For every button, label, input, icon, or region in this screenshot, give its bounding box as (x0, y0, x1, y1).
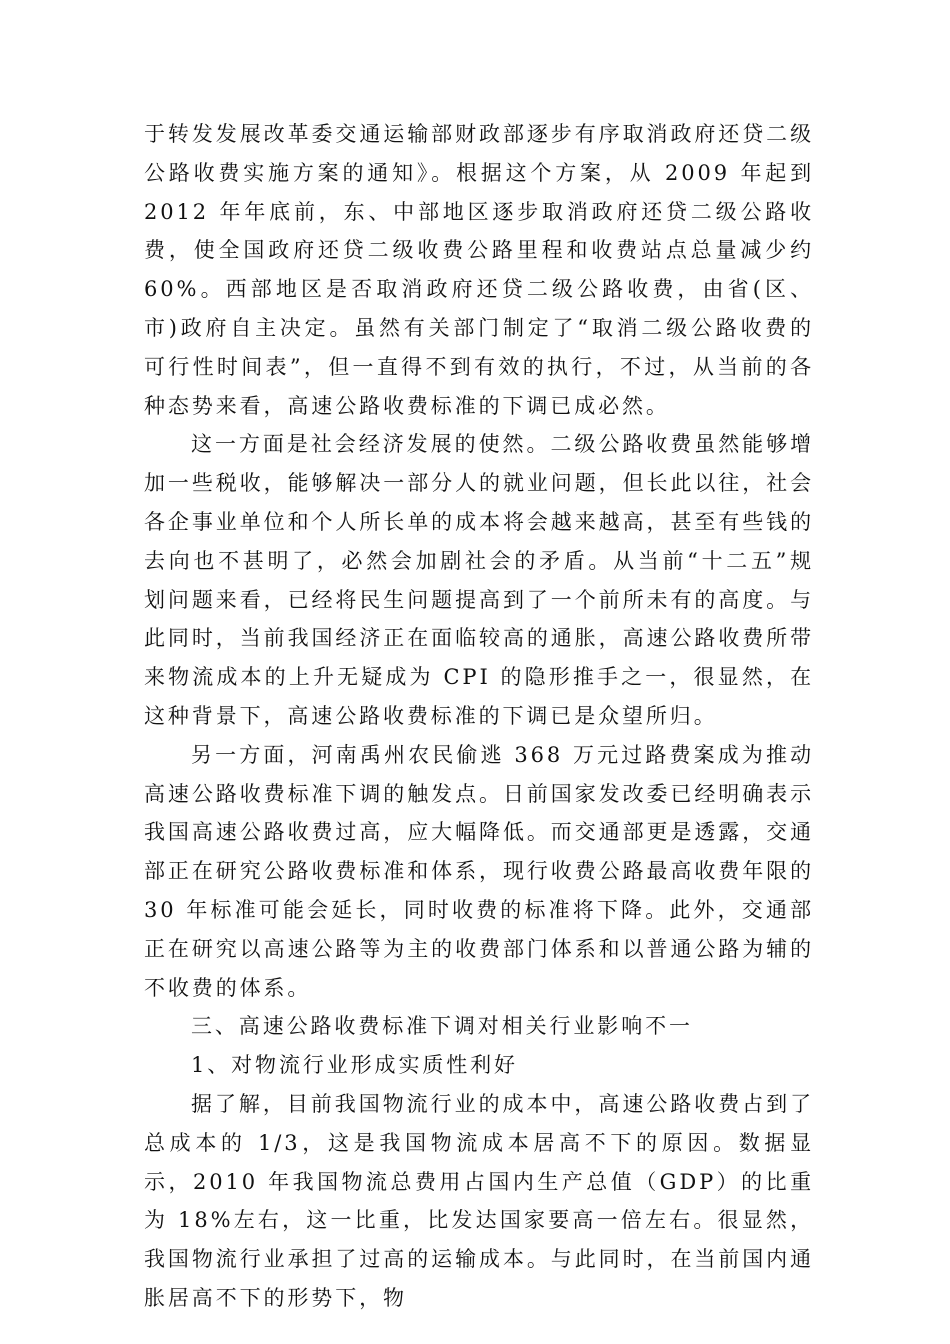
paragraph-2: 这一方面是社会经济发展的使然。二级公路收费虽然能够增加一些税收，能够解决一部分人的就业问题，但长此以往，社会各企事业单位和个人所长单的成本将会越来越高，甚至有些钱的去向也不甚明了，必然会加剧社会的矛盾。从当前“十二五”规划问题来看，已经将民生问题提高到了一个前所未有的高度。与此同时，当前我国经济正在面临较高的通胀，高速公路收费所带来物流成本的上升无疑成为 CPI 的隐形推手之一，很显然，在这种背景下，高速公路收费标准的下调已是众望所归。 (144, 432, 814, 728)
paragraph-3: 另一方面，河南禹州农民偷逃 368 万元过路费案成为推动高速公路收费标准下调的触发点。日前国家发改委已经明确表示我国高速公路收费过高，应大幅降低。而交通部更是透露，交通部正在研究公路收费标准和体系，现行收费公路最高收费年限的 30 年标准可能会延长，同时收费的标准将下降。此外，交通部正在研究以高速公路等为主的收费部门体系和以普通公路为辅的不收费的体系。 (144, 742, 814, 1000)
paragraph-1: 于转发发展改革委交通运输部财政部逐步有序取消政府还贷二级公路收费实施方案的通知》。根据这个方案，从 2009 年起到 2012 年年底前，东、中部地区逐步取消政府还贷二级公路收费，使全国政府还贷二级收费公路里程和收费站点总量减少约 60%。西部地区是否取消政府还贷二级公路收费，由省(区、市)政府自主决定。虽然有关部门制定了“取消二级公路收费的可行性时间表”，但一直得不到有效的执行，不过，从当前的各种态势来看，高速公路收费标准的下调已成必然。 (144, 122, 814, 418)
paragraph-4: 据了解，目前我国物流行业的成本中，高速公路收费占到了总成本的 1/3，这是我国物流成本居高不下的原因。数据显示，2010 年我国物流总费用占国内生产总值（GDP）的比重为 18%左右，这一比重，比发达国家要高一倍左右。很显然，我国物流行业承担了过高的运输成本。与此同时，在当前国内通胀居高不下的形势下，物 (144, 1091, 814, 1310)
document-body (144, 115, 814, 1318)
section-heading: 三、高速公路收费标准下调对相关行业影响不一 (191, 1014, 693, 1039)
subsection-heading: 1、对物流行业形成实质性利好 (191, 1053, 518, 1078)
